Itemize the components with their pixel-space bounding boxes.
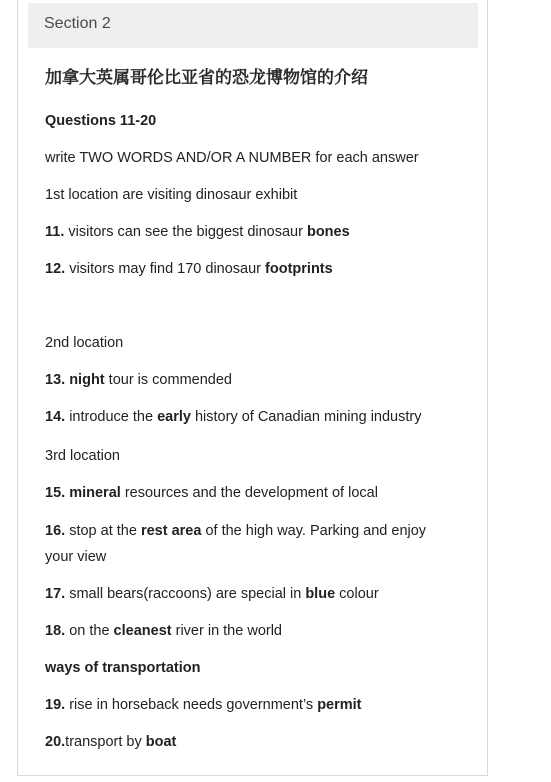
question-number: 15. [45,485,66,501]
location-3-heading: 3rd location [45,448,120,464]
location-2-heading: 2nd location [45,335,124,351]
question-12 [45,259,333,279]
question-text: rise in horseback needs government’s [65,697,318,713]
question-number: 17. [45,586,66,602]
question-number: 19. [45,697,66,713]
question-card [17,0,488,776]
location-1-heading: 1st location are visiting dinosaur exhibit [45,187,298,203]
question-text: stop at the [65,523,141,539]
section-label: Section 2 [44,15,111,32]
question-13 [45,370,232,390]
answer-keyword: early [157,409,191,425]
question-number: 12. [45,261,66,277]
answer-keyword: mineral [69,485,121,501]
question-text: visitors can see the biggest dinosaur [64,224,307,240]
answer-keyword: blue [305,586,336,602]
section-header [28,3,478,48]
question-number: 16. [45,523,66,539]
instruction-text: write TWO WORDS AND/OR A NUMBER for each answer [45,150,419,166]
question-text-end: history of Canadian mining industry [190,409,422,425]
question-17 [45,584,379,604]
question-19 [45,695,362,715]
questions-range: Questions 11-20 [45,113,157,129]
question-text: on the [65,623,114,639]
answer-keyword: bones [306,224,350,240]
question-number: 11. [45,224,65,240]
page-title: 加拿大英属哥伦比亚省的恐龙博物馆的介绍 [45,68,368,88]
question-11 [45,222,350,242]
answer-keyword: night [69,372,105,388]
question-16-continuation: your view [45,549,107,565]
question-text: visitors may find 170 dinosaur [65,261,266,277]
answer-keyword: cleanest [113,623,172,639]
answer-keyword: footprints [265,261,333,277]
question-text: introduce the [65,409,158,425]
question-18 [45,621,282,641]
question-text-end: colour [335,586,379,602]
question-number: 13. [45,372,66,388]
question-number: 20. [45,734,66,750]
question-14 [45,407,421,427]
answer-keyword: rest area [140,523,202,539]
question-15 [45,483,378,503]
answer-keyword: boat [145,734,177,750]
question-16 [45,521,426,541]
question-20 [45,732,176,752]
transport-heading: ways of transportation [45,660,201,676]
question-text-end: of the high way. Parking and enjoy [201,523,427,539]
question-text-end: tour is commended [104,372,232,388]
question-text-end: river in the world [171,623,282,639]
question-number: 14. [45,409,66,425]
question-text: transport by [65,734,146,750]
question-number: 18. [45,623,66,639]
question-text: small bears(raccoons) are special in [65,586,306,602]
question-text-end: resources and the development of local [120,485,378,501]
answer-keyword: permit [317,697,362,713]
